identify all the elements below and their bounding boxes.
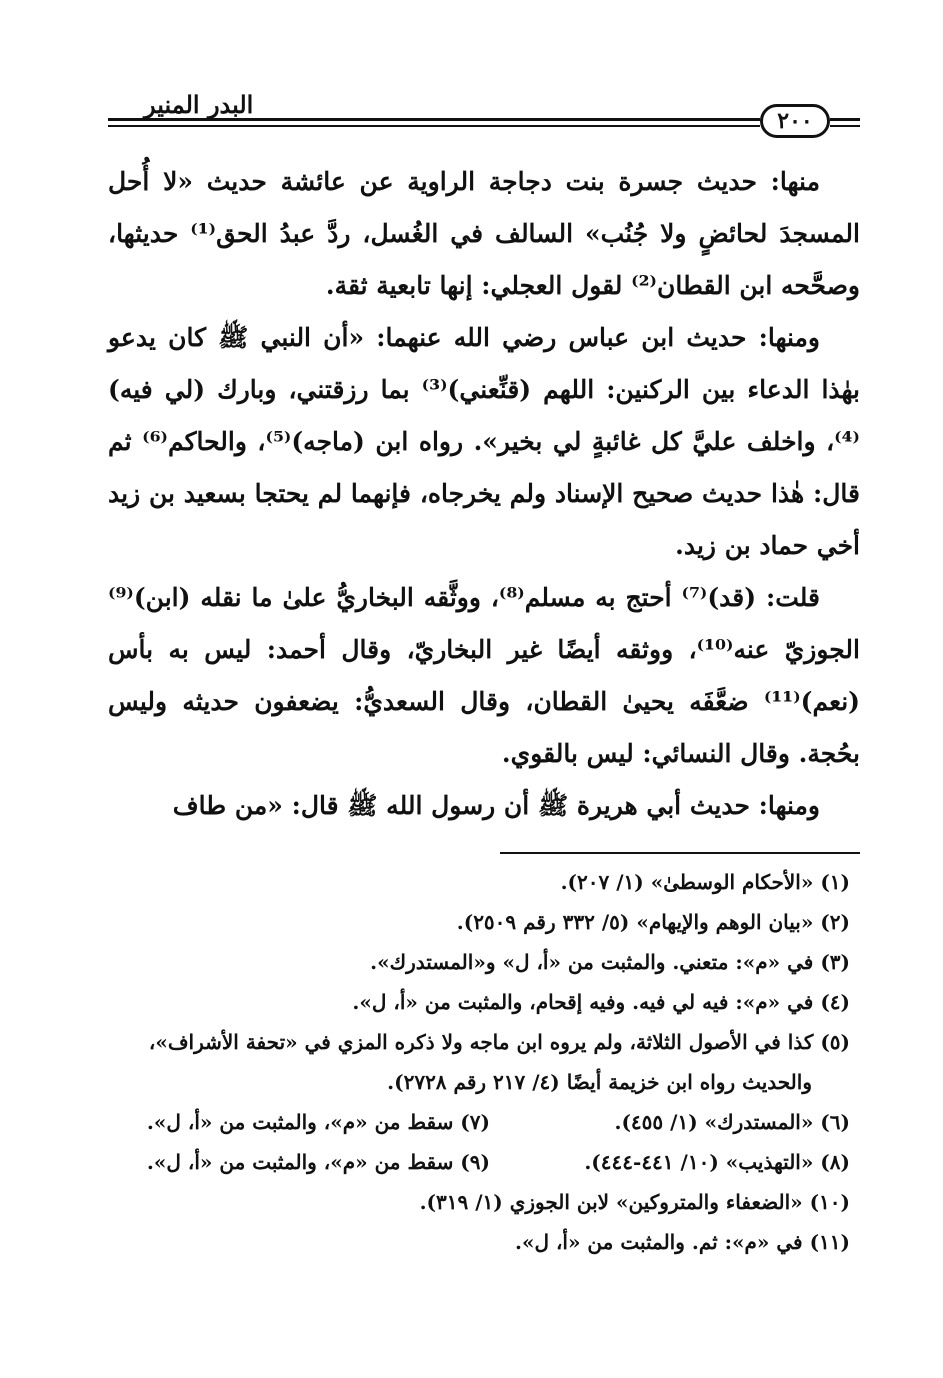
footnote-9: (٩) سقط من «م»، والمثبت من «أ، ل». <box>146 1150 490 1174</box>
footnote-11: (١١) في «م»: ثم. والمثبت من «أ، ل». <box>514 1230 850 1254</box>
footnote-7: (٧) سقط من «م»، والمثبت من «أ، ل». <box>146 1110 490 1134</box>
page-number: ٢٠٠ <box>760 104 830 138</box>
header-rule-bottom-right <box>830 125 860 127</box>
footnote-1: (١) «الأحكام الوسطىٰ» (١/ ٢٠٧). <box>560 870 850 894</box>
footnote-2: (٢) «بيان الوهم والإيهام» (٥/ ٣٣٢ رقم ٢٥٠٩). <box>456 910 850 934</box>
running-title: البدر المنير <box>144 90 254 119</box>
page-header <box>108 92 860 140</box>
paragraph-4: ومنها: حديث أبي هريرة ﷺ أن رسول الله ﷺ قال: «من طاف <box>172 791 820 820</box>
footnote-10: (١٠) «الضعفاء والمتروكين» لابن الجوزي (١/ ٣١٩). <box>419 1190 850 1214</box>
footnote-divider <box>500 852 860 854</box>
footnote-row-6-7 <box>108 1102 860 1142</box>
footnote-8: (٨) «التهذيب» (١٠/ ٤٤١-٤٤٤). <box>584 1150 850 1174</box>
header-rule-bottom <box>108 125 760 127</box>
footnote-row-8-9 <box>108 1142 860 1182</box>
footnote-5-continuation: والحديث رواه ابن خزيمة أيضًا (٤/ ٢١٧ رقم ٢٧٢٨). <box>387 1070 812 1094</box>
main-text <box>108 156 860 832</box>
footnote-5: (٥) كذا في الأصول الثلاثة، ولم يروه ابن ماجه ولا ذكره المزي في «تحفة الأشراف»، <box>148 1030 850 1054</box>
paragraph-2: ومنها: حديث ابن عباس رضي الله عنهما: «أن النبي ﷺ كان يدعو بهٰذا الدعاء بين الركنين: اللهم (قنِّعني)⁽³⁾ بما رزقتني، وبارك (لي فيه)⁽⁴⁾، واخلف عليَّ كل غائبةٍ لي بخير». رواه ابن (ماجه)⁽⁵⁾، والحاكم⁽⁶⁾ ثم قال: هٰذا حديث صحيح الإسناد ولم يخرجاه، فإنهما لم يحتجا بسعيد بن زيد أخي حماد بن زيد. <box>108 323 860 560</box>
footnote-3: (٣) في «م»: متعني. والمثبت من «أ، ل» و«المستدرك». <box>370 950 850 974</box>
header-rule-top-right <box>830 118 860 121</box>
footnote-6: (٦) «المستدرك» (١/ ٤٥٥). <box>614 1110 850 1134</box>
paragraph-3: قلت: (قد)⁽⁷⁾ أحتج به مسلم⁽⁸⁾، ووثَّقه البخاريُّ علىٰ ما نقله (ابن)⁽⁹⁾ الجوزيّ عنه⁽¹⁰⁾، ووثقه أيضًا غير البخاريّ، وقال أحمد: ليس به بأس (نعم)⁽¹¹⁾ ضعَّفَه يحيىٰ القطان، وقال السعديُّ: يضعفون حديثه وليس بحُجة. وقال النسائي: ليس بالقوي. <box>108 583 860 768</box>
footnote-4: (٤) في «م»: فيه لي فيه. وفيه إقحام، والمثبت من «أ، ل». <box>352 990 850 1014</box>
paragraph-1: منها: حديث جسرة بنت دجاجة الراوية عن عائشة حديث «لا أُحل المسجدَ لحائضٍ ولا جُنُب» السالف في الغُسل، ردَّ عبدُ الحق⁽¹⁾ حديثها، وصحَّحه ابن القطان⁽²⁾ لقول العجلي: إنها تابعية ثقة. <box>108 167 860 300</box>
footnotes <box>108 862 860 1262</box>
